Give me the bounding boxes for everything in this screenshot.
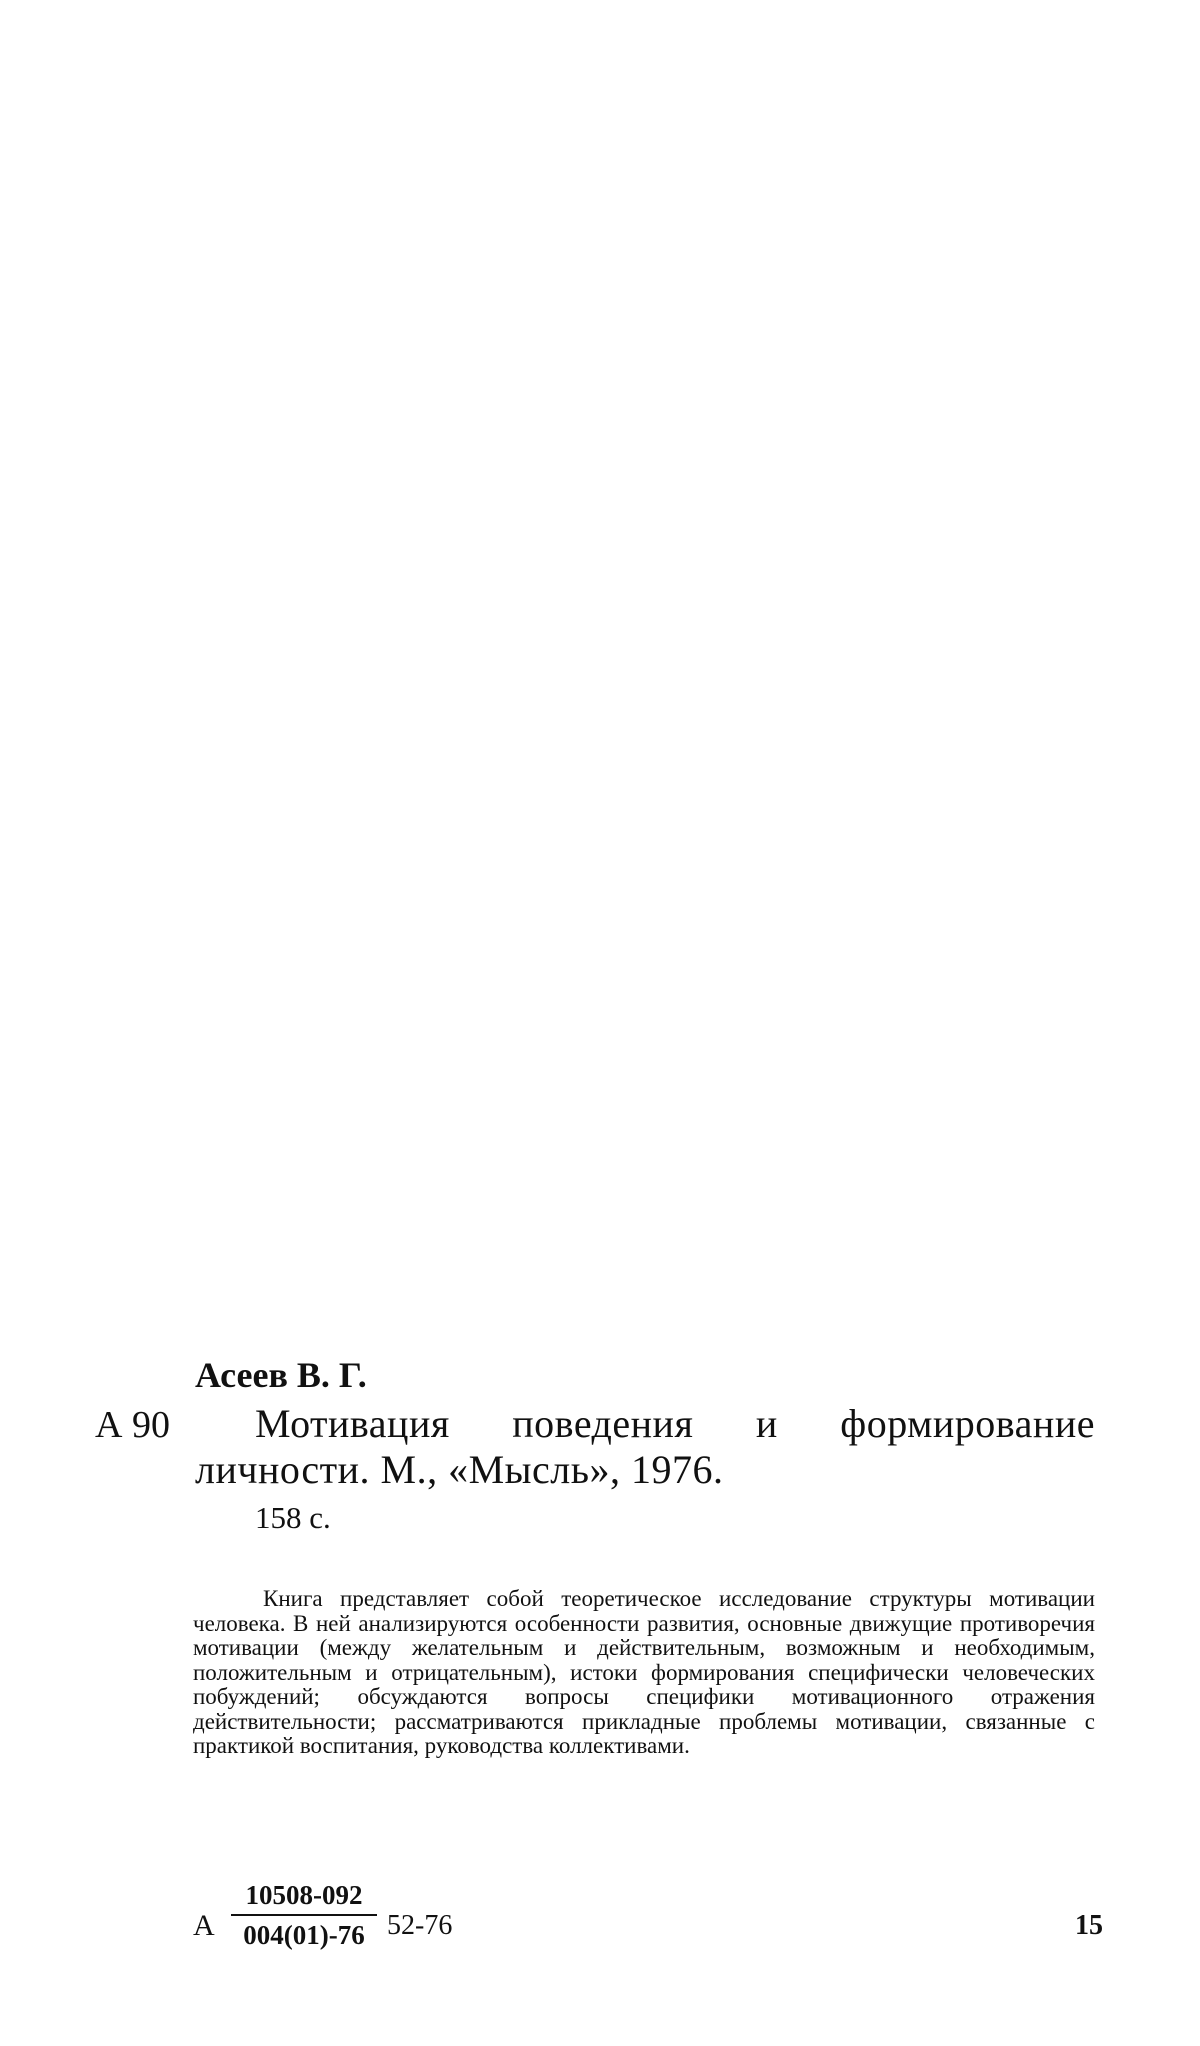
fraction-line [231, 1914, 377, 1916]
bbk-denominator: 004(01)-76 [243, 1920, 365, 1950]
annotation: Книга представляет собой теоретическое исследование структуры мотивации человека. В ней анализируются особенности развития, основные движущие противоречия мотивации (между желательным и действительным, возможным и необходимым, положительным и отрицательным), истоки формирования специфически человеческих побуждений; обсуждаются вопросы специфики мотивационного отражения действительности; рассматриваются прикладные проблемы мотивации, связанные с практикой воспитания, руководства коллективами. [193, 1586, 1095, 1758]
index-code: А 90 [95, 1404, 170, 1446]
bbk-code [193, 1880, 1103, 1970]
bbk-numerator: 10508-092 [245, 1880, 363, 1910]
bbk-letter: А [193, 1909, 215, 1942]
page-count: 158 с. [255, 1500, 331, 1535]
udk-code: 15 [1075, 1910, 1103, 1941]
bbk-fraction [231, 1880, 377, 1950]
book-title: Мотивация поведения и формирование личности. М., «Мысль», 1976. [195, 1401, 1095, 1492]
bbk-suffix: 52-76 [387, 1910, 453, 1941]
author-name: Асеев В. Г. [195, 1355, 367, 1395]
